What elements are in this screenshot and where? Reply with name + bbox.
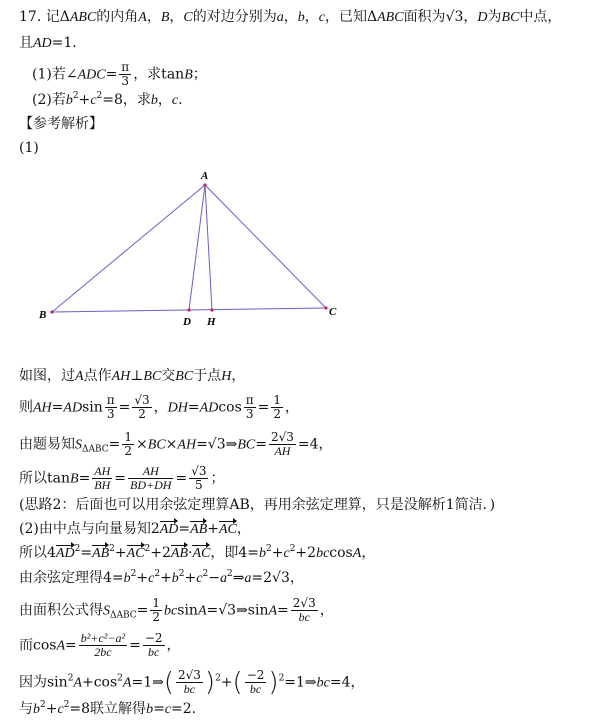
label-d: D [183,316,191,328]
question-line-2: 且AD=1. [19,35,77,51]
solution-line-1: 如图，过A点作AH⊥BC交BC于点H， [19,368,246,384]
segment-ab [52,185,205,312]
solution-line-11: 因为$\sin^2A+\cos^2A=1\Rightarrow$( $\frac{2√3}{bc}$ )$^2$+( $\frac{-2}{bc}$ )$^2$=1⇒bc=4， [19,667,365,698]
label-b: B [39,309,47,321]
point-b [50,310,53,313]
solution-line-8: 由余弦定理得$4=b^2+c^2+b^2+c^2-a^2\Rightarrow a=2√3$， [19,569,304,586]
solution-line-7: 所以$4AD^2=AB^2+AC^2+2AB\cdot AC$，即$4=b^2+c^2+2bccosA$， [19,544,376,561]
segment-ad [189,185,205,310]
point-d [187,308,190,311]
question-part-1: (1)若∠ADC= $\frac{\pi}{3}$ ，求tanB； [32,60,207,88]
segment-ac [205,185,326,308]
triangle-figure [0,160,612,335]
point-h [210,308,213,311]
question-line-1: 17. 记ΔABC的内角A，B，C的对边分别为a，b，c，已知ΔABC面积为√3，D为BC中点， [19,9,562,25]
solution-line-3: 由题易知$S_{\Delta ABC}=$ $\frac{1}{2}$ ×BC×AH=√3⇒BC= $\frac{2√3}{AH}$ =4， [19,430,333,458]
point-a [203,183,206,186]
solution-line-10: 而cosA= $\frac{\text{b²+c²−a²}}{2bc}$ = $\frac{-2}{bc}$ ， [19,631,181,659]
segment-ah [205,185,212,310]
question-part-2: (2)若$b^2+c^2=8$，求b，c. [32,91,183,108]
solution-line-6: (2)由中点与向量易知2AD=AB+AC， [19,521,251,537]
answer-header: 【参考解析】 [19,116,103,132]
part1-label: (1) [19,140,39,156]
label-c: C [329,306,337,318]
solution-line-5: (思路2：后面也可以用余弦定理算AB，再用余弦定理算，只是没解析1简洁．) [19,497,496,513]
label-a: A [201,170,209,182]
solution-line-2: 则AH=ADsin $\frac{\pi}{3}$ = $\frac{√3}{2}$ ，DH=ADcos $\frac{\pi}{3}$ = $\frac{1}{2}$ ， [19,393,300,421]
solution-line-9: 由面积公式得$S_{\Delta ABC}=$ $\frac{1}{2}$ bcsinA=√3⇒sinA= $\frac{2√3}{bc}$ ， [19,596,334,624]
point-c [324,306,327,309]
solution-line-12: 与$b^2+c^2=8$联立解得b=c=2. [19,700,197,717]
solution-line-4: 所以tanB= $\frac{AH}{BH}$ = $\frac{AH}{BD+DH}$ = $\frac{√3}{5}$ ； [19,464,225,492]
label-h: H [207,316,216,328]
